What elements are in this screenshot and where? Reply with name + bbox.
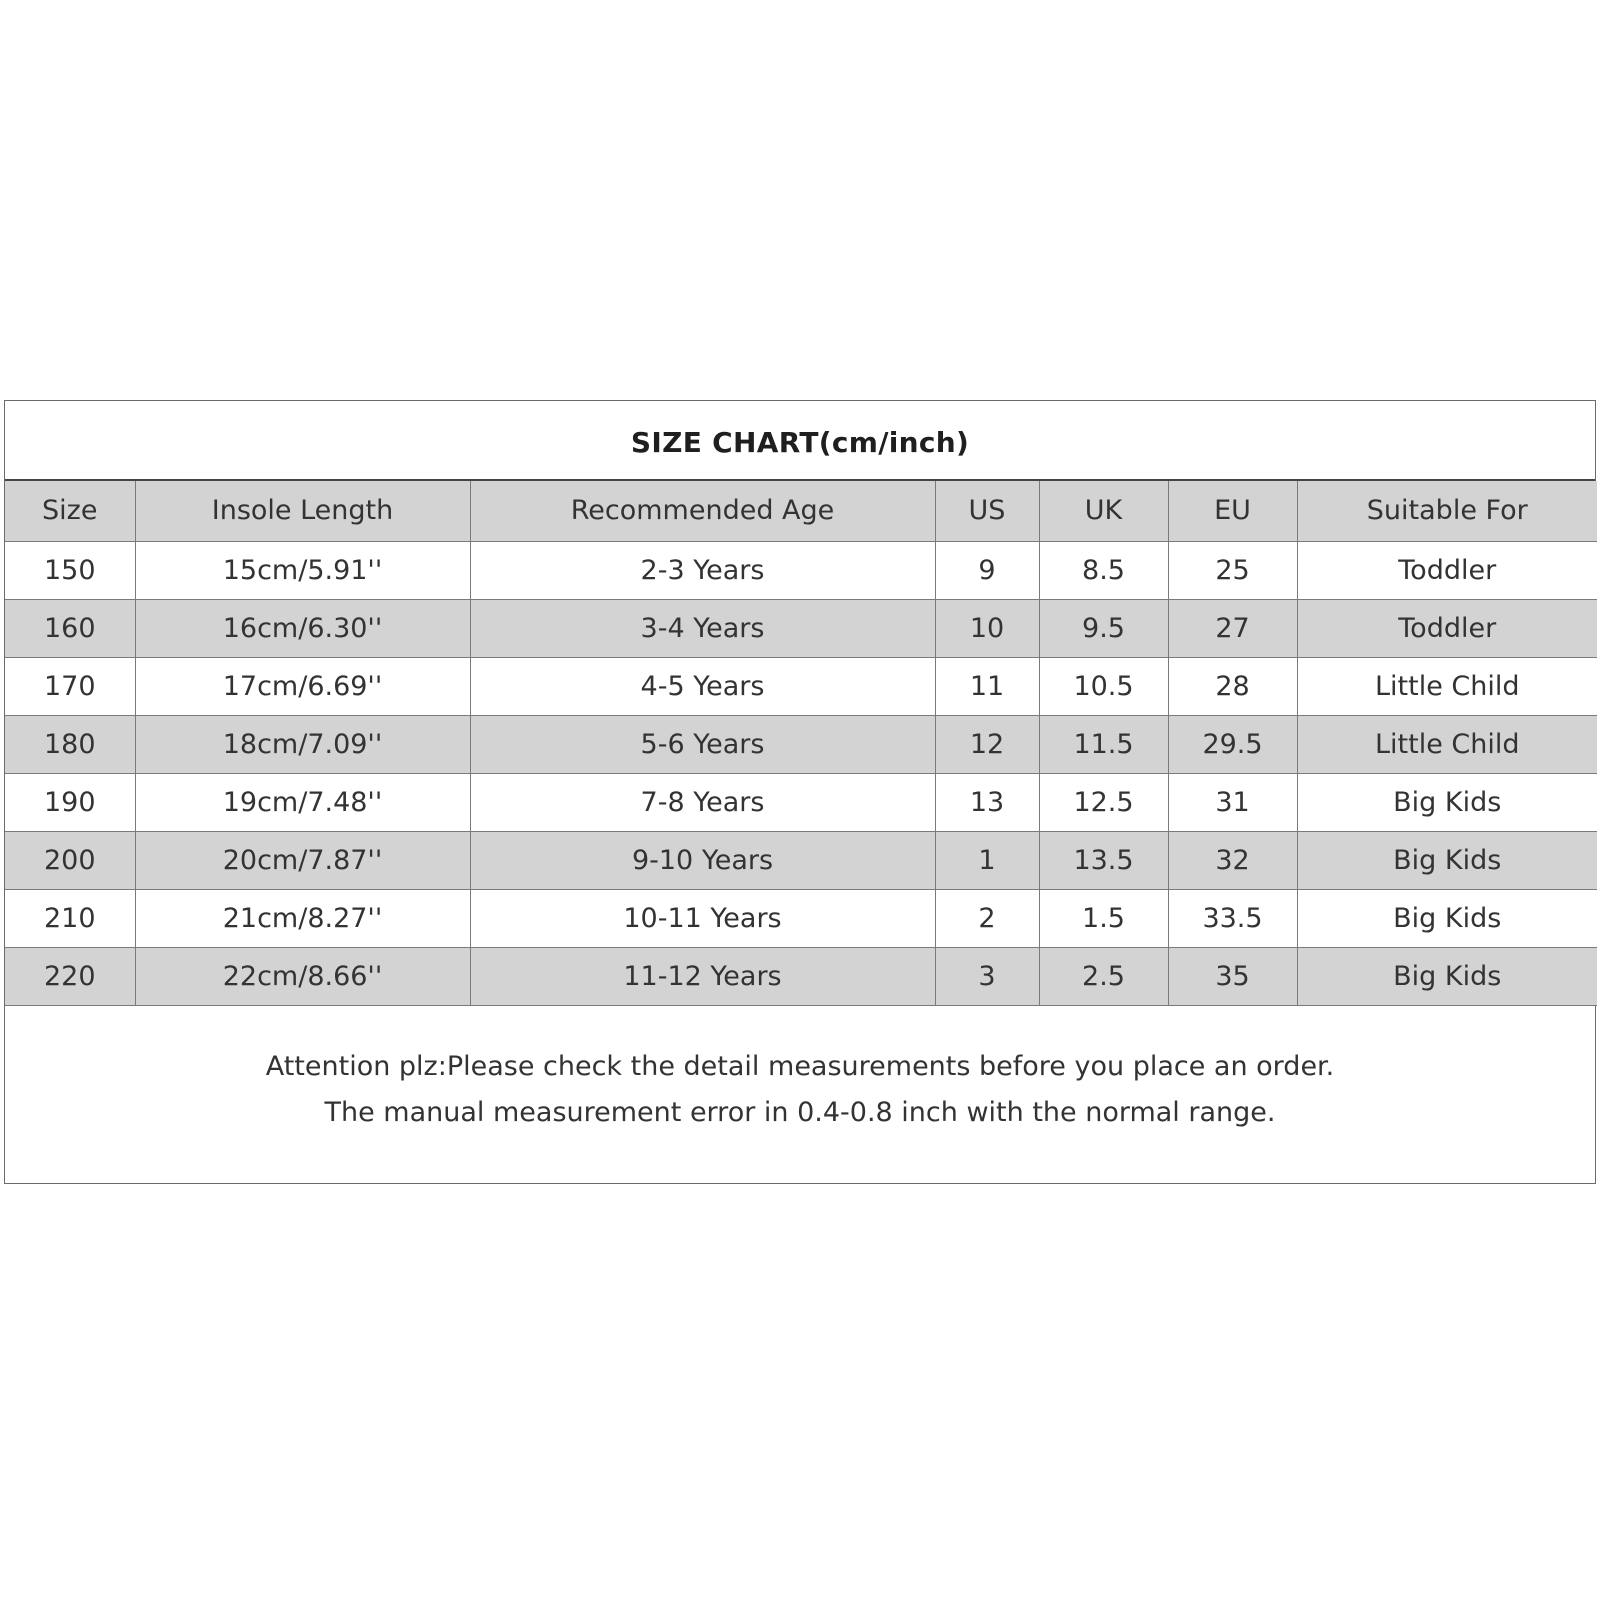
cell-recommended-age: 7-8 Years	[470, 773, 935, 831]
table-header-row	[5, 481, 1597, 541]
cell-suitable-for: Toddler	[1297, 541, 1597, 599]
cell-uk: 13.5	[1039, 831, 1168, 889]
cell-recommended-age: 2-3 Years	[470, 541, 935, 599]
cell-us: 3	[935, 947, 1039, 1005]
table-row	[5, 599, 1597, 657]
cell-insole-length: 20cm/7.87''	[135, 831, 470, 889]
column-header-uk: UK	[1039, 481, 1168, 541]
size-table	[5, 481, 1597, 1006]
cell-insole-length: 18cm/7.09''	[135, 715, 470, 773]
cell-eu: 29.5	[1168, 715, 1297, 773]
cell-eu: 32	[1168, 831, 1297, 889]
column-header-eu: EU	[1168, 481, 1297, 541]
cell-insole-length: 22cm/8.66''	[135, 947, 470, 1005]
cell-suitable-for: Toddler	[1297, 599, 1597, 657]
table-row	[5, 831, 1597, 889]
cell-suitable-for: Little Child	[1297, 657, 1597, 715]
cell-suitable-for: Little Child	[1297, 715, 1597, 773]
column-header-us: US	[935, 481, 1039, 541]
cell-uk: 9.5	[1039, 599, 1168, 657]
column-header-recommended-age: Recommended Age	[470, 481, 935, 541]
cell-us: 9	[935, 541, 1039, 599]
cell-eu: 33.5	[1168, 889, 1297, 947]
cell-us: 1	[935, 831, 1039, 889]
cell-eu: 28	[1168, 657, 1297, 715]
cell-uk: 10.5	[1039, 657, 1168, 715]
cell-insole-length: 15cm/5.91''	[135, 541, 470, 599]
chart-title: SIZE CHART(cm/inch)	[5, 401, 1595, 481]
attention-notes	[5, 1006, 1595, 1136]
cell-recommended-age: 9-10 Years	[470, 831, 935, 889]
column-header-insole-length: Insole Length	[135, 481, 470, 541]
cell-size: 160	[5, 599, 135, 657]
cell-insole-length: 17cm/6.69''	[135, 657, 470, 715]
cell-eu: 27	[1168, 599, 1297, 657]
cell-insole-length: 19cm/7.48''	[135, 773, 470, 831]
cell-us: 11	[935, 657, 1039, 715]
size-chart	[4, 400, 1596, 1184]
table-row	[5, 773, 1597, 831]
table-row	[5, 715, 1597, 773]
cell-suitable-for: Big Kids	[1297, 889, 1597, 947]
cell-uk: 11.5	[1039, 715, 1168, 773]
cell-size: 170	[5, 657, 135, 715]
cell-eu: 31	[1168, 773, 1297, 831]
cell-recommended-age: 4-5 Years	[470, 657, 935, 715]
cell-suitable-for: Big Kids	[1297, 831, 1597, 889]
cell-size: 150	[5, 541, 135, 599]
cell-size: 190	[5, 773, 135, 831]
cell-uk: 2.5	[1039, 947, 1168, 1005]
cell-size: 200	[5, 831, 135, 889]
cell-us: 10	[935, 599, 1039, 657]
cell-suitable-for: Big Kids	[1297, 773, 1597, 831]
cell-recommended-age: 3-4 Years	[470, 599, 935, 657]
cell-us: 12	[935, 715, 1039, 773]
column-header-suitable-for: Suitable For	[1297, 481, 1597, 541]
cell-recommended-age: 5-6 Years	[470, 715, 935, 773]
column-header-size: Size	[5, 481, 135, 541]
cell-eu: 35	[1168, 947, 1297, 1005]
cell-size: 210	[5, 889, 135, 947]
cell-suitable-for: Big Kids	[1297, 947, 1597, 1005]
cell-eu: 25	[1168, 541, 1297, 599]
cell-recommended-age: 10-11 Years	[470, 889, 935, 947]
table-row	[5, 541, 1597, 599]
cell-recommended-age: 11-12 Years	[470, 947, 935, 1005]
attention-note-line: Attention plz:Please check the detail measurements before you place an order.	[265, 1050, 1335, 1082]
cell-us: 13	[935, 773, 1039, 831]
cell-uk: 12.5	[1039, 773, 1168, 831]
cell-size: 180	[5, 715, 135, 773]
cell-us: 2	[935, 889, 1039, 947]
measurement-error-note-line: The manual measurement error in 0.4-0.8 inch with the normal range.	[324, 1096, 1276, 1128]
cell-insole-length: 21cm/8.27''	[135, 889, 470, 947]
cell-insole-length: 16cm/6.30''	[135, 599, 470, 657]
cell-uk: 8.5	[1039, 541, 1168, 599]
cell-size: 220	[5, 947, 135, 1005]
table-row	[5, 947, 1597, 1005]
table-row	[5, 657, 1597, 715]
cell-uk: 1.5	[1039, 889, 1168, 947]
table-row	[5, 889, 1597, 947]
